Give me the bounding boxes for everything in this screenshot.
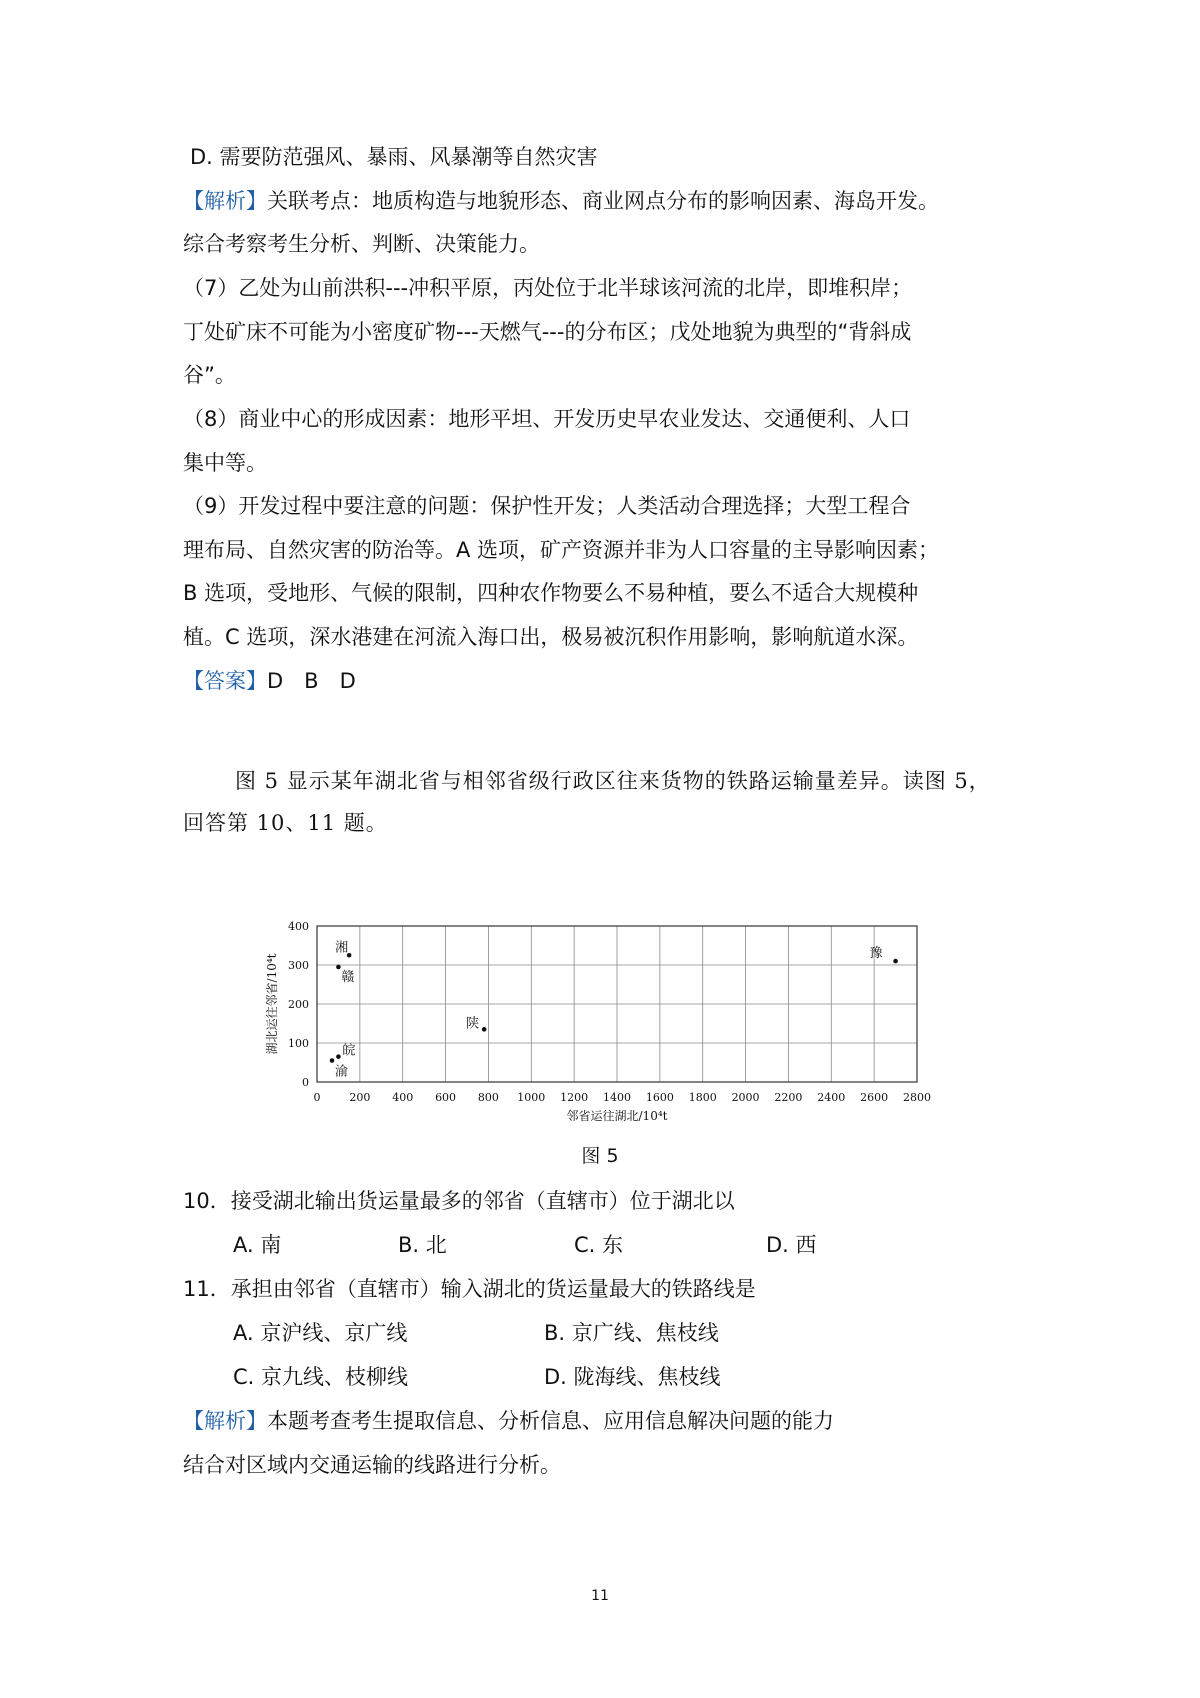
- x-tick-label: 400: [392, 1091, 414, 1104]
- x-tick-label: 1200: [560, 1091, 589, 1104]
- point-label: 豫: [869, 946, 883, 962]
- chart-grid: [317, 926, 917, 1082]
- x-tick-label: 1400: [603, 1091, 631, 1104]
- analysis-line-3: （7）乙处为山前洪积---冲积平原，丙处位于北半球该河流的北岸，即堆积岸；: [183, 276, 913, 300]
- analysis-2-line-2: 结合对区域内交通运输的线路进行分析。: [183, 1453, 561, 1477]
- question-11: 11．承担由邻省（直辖市）输入湖北的货运量最大的铁路线是: [183, 1277, 756, 1301]
- answer-text: D B D: [267, 669, 356, 693]
- data-point: [336, 965, 341, 970]
- point-label: 渝: [335, 1064, 349, 1080]
- scatter-chart: [260, 912, 960, 1137]
- option-d-line: D. 需要防范强风、暴雨、风暴潮等自然灾害: [190, 145, 598, 169]
- figure-caption: 图 5: [581, 1145, 619, 1167]
- q11-option-a: A. 京沪线、京广线: [233, 1321, 408, 1345]
- x-axis-label: 邻省运往湖北/10⁴t: [566, 1109, 668, 1123]
- analysis-text: 关联考点：地质构造与地貌形态、商业网点分布的影响因素、海岛开发。: [267, 189, 939, 213]
- x-tick-label: 600: [435, 1091, 457, 1104]
- x-tick-label: 800: [477, 1091, 499, 1104]
- data-points: [330, 939, 898, 1079]
- analysis-line-11: 植。C 选项，深水港建在河流入海口出，极易被沉积作用影响，影响航道水深。: [183, 625, 919, 649]
- analysis-line-1: [183, 186, 939, 216]
- question-intro-line-1: 图 5 显示某年湖北省与相邻省级行政区往来货物的铁路运输量差异。读图 5，: [235, 769, 991, 793]
- analysis-2-line-1: [183, 1406, 834, 1436]
- q11-option-c: C. 京九线、枝柳线: [233, 1365, 409, 1389]
- answer-line: [183, 666, 356, 696]
- data-point: [482, 1027, 487, 1032]
- y-tick-label: 200: [288, 998, 309, 1011]
- x-tick-labels: [314, 1091, 932, 1104]
- analysis-tag: 【解析】: [183, 189, 267, 213]
- x-tick-label: 2000: [731, 1091, 760, 1104]
- analysis-line-6: （8）商业中心的形成因素：地形平坦、开发历史早农业发达、交通便利、人口: [183, 407, 911, 431]
- q11-option-d: D. 陇海线、焦枝线: [544, 1365, 721, 1389]
- y-tick-labels: [288, 920, 309, 1089]
- answer-tag: 【答案】: [183, 669, 267, 693]
- point-label: 陕: [466, 1016, 480, 1032]
- x-tick-label: 0: [313, 1091, 321, 1104]
- y-tick-label: 0: [302, 1076, 309, 1089]
- q10-option-b: B. 北: [398, 1233, 447, 1257]
- x-tick-label: 1800: [688, 1091, 717, 1104]
- y-tick-label: 400: [288, 920, 309, 933]
- analysis-tag-2: 【解析】: [183, 1409, 267, 1433]
- question-10: 10．接受湖北输出货运量最多的邻省（直辖市）位于湖北以: [183, 1189, 735, 1213]
- analysis-line-5: 谷”。: [183, 363, 236, 387]
- x-tick-label: 2200: [774, 1091, 803, 1104]
- analysis-line-2: 综合考察考生分析、判断、决策能力。: [183, 232, 540, 256]
- analysis-2-text: 本题考查考生提取信息、分析信息、应用信息解决问题的能力: [267, 1409, 834, 1433]
- point-label: 皖: [342, 1043, 356, 1059]
- data-point: [336, 1054, 341, 1059]
- data-point: [893, 959, 898, 964]
- x-tick-label: 2600: [860, 1091, 889, 1104]
- analysis-line-10: B 选项，受地形、气候的限制，四种农作物要么不易种植，要么不适合大规模种: [183, 581, 919, 605]
- question-intro-line-2: 回答第 10、11 题。: [183, 811, 388, 835]
- point-label: 赣: [341, 969, 355, 985]
- y-tick-label: 100: [288, 1037, 309, 1050]
- q11-option-b: B. 京广线、焦枝线: [544, 1321, 719, 1345]
- point-label: 湘: [335, 940, 349, 956]
- q10-option-a: A. 南: [233, 1233, 282, 1257]
- x-tick-label: 1000: [517, 1091, 546, 1104]
- analysis-line-9: 理布局、自然灾害的防治等。A 选项，矿产资源并非为人口容量的主导影响因素；: [183, 538, 940, 562]
- x-tick-label: 2400: [817, 1091, 846, 1104]
- data-point: [330, 1058, 335, 1063]
- analysis-line-4: 丁处矿床不可能为小密度矿物---天燃气---的分布区；戊处地貌为典型的“背斜成: [183, 320, 912, 344]
- x-tick-label: 2800: [903, 1091, 931, 1104]
- analysis-line-8: （9）开发过程中要注意的问题：保护性开发；人类活动合理选择；大型工程合: [183, 494, 911, 518]
- analysis-line-7: 集中等。: [183, 451, 267, 475]
- y-tick-label: 300: [288, 959, 309, 972]
- q10-option-c: C. 东: [574, 1233, 624, 1257]
- y-axis-label: 湖北运往邻省/10⁴t: [265, 953, 279, 1055]
- page-number: 11: [591, 1588, 609, 1604]
- x-tick-label: 200: [349, 1091, 371, 1104]
- x-tick-label: 1600: [645, 1091, 674, 1104]
- q10-option-d: D. 西: [766, 1233, 817, 1257]
